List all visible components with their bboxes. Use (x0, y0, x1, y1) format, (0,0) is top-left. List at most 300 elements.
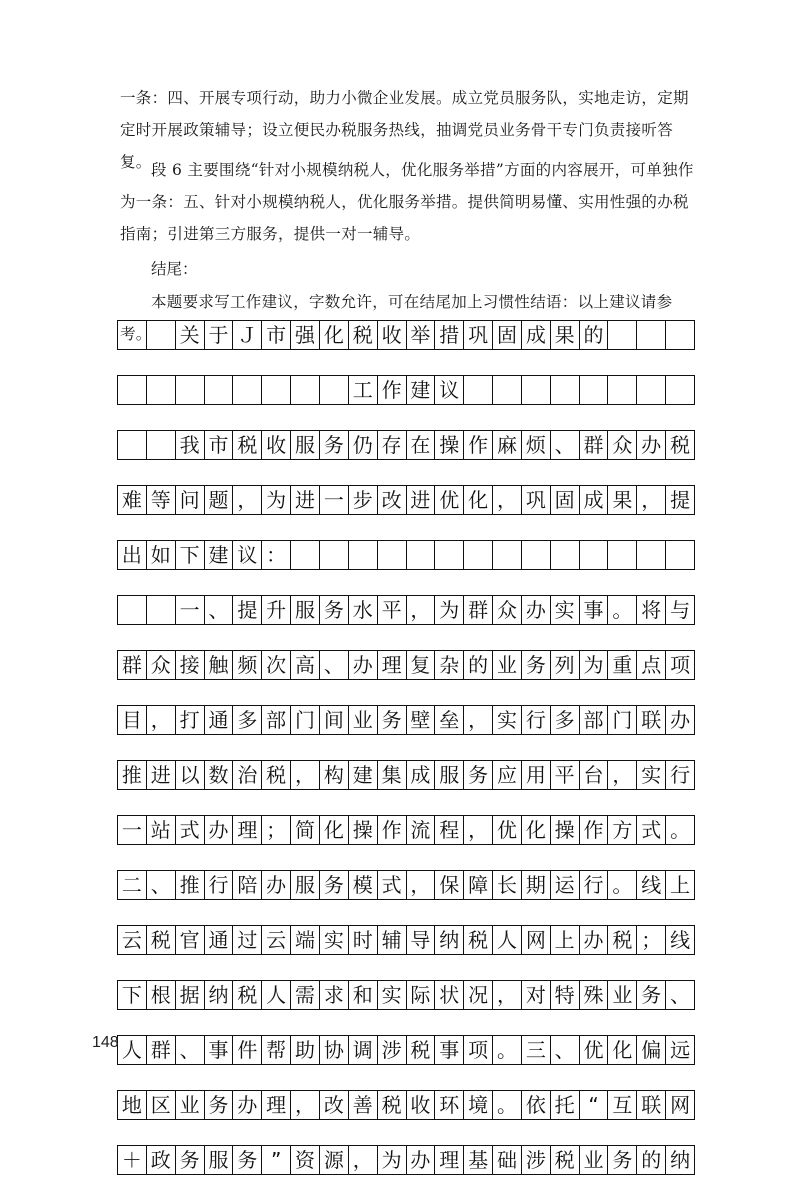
grid-cell: 源 (320, 1146, 349, 1174)
grid-cell: 实 (320, 926, 349, 954)
grid-cell: 导 (407, 926, 436, 954)
grid-cell: 税 (378, 1091, 407, 1119)
grid-cell: 仍 (349, 431, 378, 459)
grid-cell: 件 (233, 1036, 262, 1064)
grid-cell: 举 (407, 321, 436, 349)
grid-cell: 网 (666, 1091, 695, 1119)
grid-cell: Ｊ (233, 321, 262, 349)
grid-cell: 人 (262, 981, 291, 1009)
grid-cell: ， (407, 871, 436, 899)
grid-cell: 运 (551, 871, 580, 899)
grid-cell: 市 (262, 321, 291, 349)
grid-cell (435, 541, 464, 569)
grid-cell: 实 (378, 981, 407, 1009)
grid-cell: 目 (118, 706, 147, 734)
grid-cell: 烦 (522, 431, 551, 459)
grid-cell (493, 376, 522, 404)
grid-cell: 化 (320, 321, 349, 349)
grid-cell: 据 (176, 981, 205, 1009)
grid-cell: 水 (349, 596, 378, 624)
grid-cell: 通 (205, 706, 234, 734)
grid-cell: 纳 (205, 981, 234, 1009)
grid-cell (291, 541, 320, 569)
grid-cell (320, 541, 349, 569)
grid-cell (349, 541, 378, 569)
grid-cell: 作 (464, 431, 493, 459)
grid-cell: 成 (407, 761, 436, 789)
grid-cell: 为 (378, 1146, 407, 1174)
grid-cell: 间 (320, 706, 349, 734)
grid-row (117, 375, 695, 405)
grid-cell (608, 376, 637, 404)
grid-cell: 为 (580, 651, 609, 679)
grid-cell: ： (262, 541, 291, 569)
grid-cell: 果 (608, 486, 637, 514)
grid-cell: ， (291, 1091, 320, 1119)
grid-cell: 办 (637, 431, 666, 459)
grid-cell: “ (580, 1091, 609, 1119)
ending-heading: 结尾： (151, 260, 198, 278)
grid-cell: 实 (493, 706, 522, 734)
grid-row (117, 1090, 695, 1120)
grid-cell: 税 (551, 1146, 580, 1174)
grid-cell (608, 541, 637, 569)
grid-cell: 打 (176, 706, 205, 734)
grid-cell: 助 (291, 1036, 320, 1064)
grid-cell: 务 (233, 1146, 262, 1174)
grid-cell: 治 (233, 761, 262, 789)
grid-cell: ， (233, 486, 262, 514)
grid-cell: 垒 (435, 706, 464, 734)
grid-cell: 一 (118, 816, 147, 844)
grid-cell: 服 (291, 431, 320, 459)
grid-cell: 出 (118, 541, 147, 569)
grid-cell: 纳 (666, 1146, 695, 1174)
grid-cell: 议 (435, 376, 464, 404)
grid-cell: 务 (320, 596, 349, 624)
grid-cell: 业 (608, 981, 637, 1009)
grid-cell: 进 (291, 486, 320, 514)
grid-cell: 群 (118, 651, 147, 679)
grid-cell: 固 (493, 321, 522, 349)
grid-cell: 一 (176, 596, 205, 624)
grid-cell: 的 (580, 321, 609, 349)
grid-row (117, 870, 695, 900)
grid-cell: 上 (666, 871, 695, 899)
grid-cell: 。 (666, 816, 695, 844)
grid-cell: 收 (378, 321, 407, 349)
grid-cell: 事 (580, 596, 609, 624)
grid-cell: 部 (262, 706, 291, 734)
grid-cell: 涉 (378, 1036, 407, 1064)
grid-cell: 求 (320, 981, 349, 1009)
grid-cell: 。 (608, 596, 637, 624)
grid-cell: 依 (522, 1091, 551, 1119)
grid-cell: 项 (666, 651, 695, 679)
grid-row (117, 1145, 695, 1175)
grid-cell (118, 321, 147, 349)
grid-cell: 事 (435, 1036, 464, 1064)
grid-cell (522, 376, 551, 404)
grid-cell: 关 (176, 321, 205, 349)
grid-cell (147, 431, 176, 459)
grid-row (117, 1035, 695, 1065)
grid-cell: 用 (522, 761, 551, 789)
grid-cell: 平 (551, 761, 580, 789)
grid-cell: 难 (118, 486, 147, 514)
grid-cell: 远 (666, 1036, 695, 1064)
grid-cell: ， (464, 706, 493, 734)
grid-cell: 作 (378, 816, 407, 844)
grid-cell: 推 (118, 761, 147, 789)
grid-cell: 优 (435, 486, 464, 514)
grid-cell: 服 (291, 596, 320, 624)
grid-cell (637, 541, 666, 569)
grid-cell: 多 (551, 706, 580, 734)
grid-cell (407, 541, 436, 569)
grid-cell: 收 (407, 1091, 436, 1119)
grid-cell: 提 (233, 596, 262, 624)
grid-cell: 、 (205, 596, 234, 624)
grid-cell: 。 (493, 1036, 522, 1064)
grid-cell: 台 (580, 761, 609, 789)
grid-cell: 化 (464, 486, 493, 514)
grid-cell: 状 (435, 981, 464, 1009)
grid-cell: 、 (320, 651, 349, 679)
grid-cell: 优 (493, 816, 522, 844)
grid-cell: 作 (580, 816, 609, 844)
grid-cell: 对 (522, 981, 551, 1009)
grid-cell: ； (262, 816, 291, 844)
grid-row (117, 980, 695, 1010)
grid-cell: 众 (147, 651, 176, 679)
grid-cell: 问 (176, 486, 205, 514)
grid-cell: 方 (608, 816, 637, 844)
grid-cell: 的 (464, 651, 493, 679)
grid-cell: 、 (551, 431, 580, 459)
grid-cell: 众 (493, 596, 522, 624)
grid-cell: 存 (378, 431, 407, 459)
grid-cell: 步 (349, 486, 378, 514)
grid-cell: 税 (349, 321, 378, 349)
grid-cell: 为 (262, 486, 291, 514)
grid-cell: 站 (147, 816, 176, 844)
grid-cell: 、 (176, 1036, 205, 1064)
grid-cell: 建 (349, 761, 378, 789)
grid-cell: 况 (464, 981, 493, 1009)
grid-cell: 壁 (407, 706, 436, 734)
grid-cell: 理 (233, 816, 262, 844)
grid-cell: 进 (147, 761, 176, 789)
grid-cell: ， (147, 706, 176, 734)
grid-cell: 麻 (493, 431, 522, 459)
grid-cell (580, 541, 609, 569)
grid-cell: 办 (666, 706, 695, 734)
grid-cell: 复 (407, 651, 436, 679)
grid-cell (493, 541, 522, 569)
grid-cell: 联 (637, 706, 666, 734)
grid-cell: 三 (522, 1036, 551, 1064)
grid-cell (666, 376, 695, 404)
grid-cell: 端 (291, 926, 320, 954)
grid-cell: 上 (551, 926, 580, 954)
grid-cell: ， (493, 981, 522, 1009)
grid-cell: 门 (291, 706, 320, 734)
grid-cell: 收 (262, 431, 291, 459)
grid-cell (666, 541, 695, 569)
grid-row (117, 705, 695, 735)
grid-cell: 环 (435, 1091, 464, 1119)
grid-cell: 务 (637, 981, 666, 1009)
grid-cell (147, 376, 176, 404)
grid-cell: 实 (551, 596, 580, 624)
grid-cell: 务 (205, 1091, 234, 1119)
grid-cell (464, 541, 493, 569)
grid-cell: 频 (233, 651, 262, 679)
grid-cell: 务 (176, 1146, 205, 1174)
grid-cell: 程 (435, 816, 464, 844)
grid-cell: 税 (666, 431, 695, 459)
grid-cell: 巩 (522, 486, 551, 514)
page-number: 148 (92, 1034, 119, 1051)
grid-cell: ， (493, 486, 522, 514)
grid-cell: 地 (118, 1091, 147, 1119)
grid-cell: 构 (320, 761, 349, 789)
grid-cell: 重 (608, 651, 637, 679)
grid-row (117, 540, 695, 570)
grid-cell: 强 (291, 321, 320, 349)
grid-cell: 税 (262, 761, 291, 789)
grid-cell (118, 596, 147, 624)
grid-cell: 推 (176, 871, 205, 899)
grid-cell: 税 (608, 926, 637, 954)
grid-cell: 长 (493, 871, 522, 899)
grid-cell: 过 (233, 926, 262, 954)
grid-cell: 为 (435, 596, 464, 624)
grid-cell: 境 (464, 1091, 493, 1119)
grid-cell: 行 (580, 871, 609, 899)
grid-cell: ， (608, 761, 637, 789)
grid-cell: 的 (637, 1146, 666, 1174)
grid-cell: 税 (147, 926, 176, 954)
grid-cell: 人 (118, 1036, 147, 1064)
grid-cell (464, 376, 493, 404)
grid-cell: 众 (608, 431, 637, 459)
grid-cell: 行 (205, 871, 234, 899)
grid-cell: 事 (205, 1036, 234, 1064)
grid-cell: 群 (580, 431, 609, 459)
grid-cell: 平 (378, 596, 407, 624)
grid-cell: 税 (407, 1036, 436, 1064)
grid-cell: ， (464, 816, 493, 844)
grid-cell: 础 (493, 1146, 522, 1174)
grid-cell: 、 (147, 871, 176, 899)
grid-cell: 人 (493, 926, 522, 954)
grid-cell: 。 (608, 871, 637, 899)
grid-cell: 税 (233, 431, 262, 459)
grid-cell: 办 (522, 596, 551, 624)
grid-cell: 调 (349, 1036, 378, 1064)
grid-row (117, 430, 695, 460)
grid-cell: 特 (551, 981, 580, 1009)
grid-cell: 议 (233, 541, 262, 569)
grid-cell (147, 321, 176, 349)
grid-cell: 善 (349, 1091, 378, 1119)
grid-cell (551, 376, 580, 404)
grid-cell (262, 376, 291, 404)
grid-cell: 措 (435, 321, 464, 349)
grid-cell: 式 (637, 816, 666, 844)
grid-cell: 固 (551, 486, 580, 514)
grid-cell: 二 (118, 871, 147, 899)
grid-cell: 务 (320, 431, 349, 459)
grid-cell: 保 (435, 871, 464, 899)
grid-cell: 业 (580, 1146, 609, 1174)
intro-paragraph-1: 一条：四、开展专项行动，助力小微企业发展。成立党员服务队，实地走访，定期定时开展政策辅导；设立便民办税服务热线，抽调党员业务骨干专门负责接听答复。 (120, 89, 689, 171)
grid-cell: 理 (378, 651, 407, 679)
grid-cell: ” (262, 1146, 291, 1174)
grid-cell: 理 (262, 1091, 291, 1119)
grid-cell (378, 541, 407, 569)
grid-cell (608, 321, 637, 349)
grid-cell: 需 (291, 981, 320, 1009)
grid-cell: 业 (176, 1091, 205, 1119)
grid-cell: 办 (205, 816, 234, 844)
grid-cell (291, 376, 320, 404)
grid-cell: 期 (522, 871, 551, 899)
grid-cell: 触 (205, 651, 234, 679)
grid-cell: 列 (551, 651, 580, 679)
intro-paragraph-2: 段 6 主要围绕“针对小规模纳税人，优化服务举措”方面的内容展开，可单独作为一条：五、针对小规模纳税人，优化服务举措。提供简明易懂、实用性强的办税指南；引进第三方服务，提供一对一辅导。 (120, 161, 694, 243)
grid-cell: 办 (233, 1091, 262, 1119)
grid-cell: 集 (378, 761, 407, 789)
grid-cell (522, 541, 551, 569)
grid-cell: ， (291, 761, 320, 789)
grid-cell: 协 (320, 1036, 349, 1064)
answer-grid (117, 320, 695, 1200)
grid-cell: 数 (205, 761, 234, 789)
grid-cell: 群 (147, 1036, 176, 1064)
grid-cell: 改 (378, 486, 407, 514)
grid-row (117, 760, 695, 790)
grid-cell (320, 376, 349, 404)
grid-cell: 税 (233, 981, 262, 1009)
grid-cell: 应 (493, 761, 522, 789)
grid-cell: 建 (407, 376, 436, 404)
grid-cell: 云 (262, 926, 291, 954)
grid-cell: 纳 (435, 926, 464, 954)
grid-cell: 网 (522, 926, 551, 954)
grid-row (117, 320, 695, 350)
grid-cell (637, 321, 666, 349)
grid-cell: ＋ (118, 1146, 147, 1174)
grid-cell (637, 376, 666, 404)
grid-cell: 障 (464, 871, 493, 899)
grid-cell: 区 (147, 1091, 176, 1119)
intro-paragraph-3: 本题要求写工作建议，字数允许，可在结尾加上习惯性结语：以上建议请参考。 (120, 293, 673, 343)
grid-cell: 成 (580, 486, 609, 514)
grid-cell: 下 (118, 981, 147, 1009)
grid-cell: ， (637, 486, 666, 514)
grid-cell: 化 (608, 1036, 637, 1064)
grid-cell: 优 (580, 1036, 609, 1064)
grid-cell: 基 (464, 1146, 493, 1174)
grid-cell: 务 (608, 1146, 637, 1174)
grid-cell: ； (637, 926, 666, 954)
grid-cell: 务 (320, 871, 349, 899)
grid-cell: 项 (464, 1036, 493, 1064)
grid-cell: 际 (407, 981, 436, 1009)
grid-cell: 群 (464, 596, 493, 624)
grid-cell: 官 (176, 926, 205, 954)
grid-cell: 操 (349, 816, 378, 844)
grid-cell: 接 (176, 651, 205, 679)
grid-cell: 偏 (637, 1036, 666, 1064)
grid-cell (580, 376, 609, 404)
grid-cell: 殊 (580, 981, 609, 1009)
grid-cell: 办 (262, 871, 291, 899)
grid-cell: 联 (637, 1091, 666, 1119)
grid-cell: 行 (522, 706, 551, 734)
grid-row (117, 815, 695, 845)
grid-cell: 下 (176, 541, 205, 569)
grid-cell (118, 431, 147, 459)
grid-cell: 政 (147, 1146, 176, 1174)
grid-cell: 化 (320, 816, 349, 844)
grid-cell: 在 (407, 431, 436, 459)
grid-cell: 市 (205, 431, 234, 459)
grid-cell (147, 596, 176, 624)
grid-cell (176, 376, 205, 404)
grid-cell: 、 (551, 1036, 580, 1064)
grid-cell: 务 (464, 761, 493, 789)
grid-cell: 资 (291, 1146, 320, 1174)
grid-row (117, 595, 695, 625)
grid-cell: 行 (666, 761, 695, 789)
grid-cell: 改 (320, 1091, 349, 1119)
grid-cell: 操 (551, 816, 580, 844)
grid-cell: 进 (407, 486, 436, 514)
grid-cell: 办 (349, 651, 378, 679)
grid-cell: 次 (262, 651, 291, 679)
grid-cell: 帮 (262, 1036, 291, 1064)
grid-cell: 辅 (378, 926, 407, 954)
grid-cell: 点 (637, 651, 666, 679)
grid-cell: 。 (493, 1091, 522, 1119)
grid-cell: 工 (349, 376, 378, 404)
grid-cell: 操 (435, 431, 464, 459)
grid-cell: 务 (378, 706, 407, 734)
grid-cell: 式 (378, 871, 407, 899)
grid-cell: 实 (637, 761, 666, 789)
grid-row (117, 650, 695, 680)
grid-cell: 托 (551, 1091, 580, 1119)
grid-cell (551, 541, 580, 569)
grid-cell: 式 (176, 816, 205, 844)
grid-cell: 于 (205, 321, 234, 349)
grid-cell: 线 (666, 926, 695, 954)
grid-cell: 以 (176, 761, 205, 789)
grid-cell: 建 (205, 541, 234, 569)
grid-cell: 一 (320, 486, 349, 514)
grid-cell (233, 376, 262, 404)
grid-cell: 如 (147, 541, 176, 569)
grid-row (117, 485, 695, 515)
grid-cell: 成 (522, 321, 551, 349)
grid-cell (666, 321, 695, 349)
grid-cell: 高 (291, 651, 320, 679)
grid-cell: 简 (291, 816, 320, 844)
